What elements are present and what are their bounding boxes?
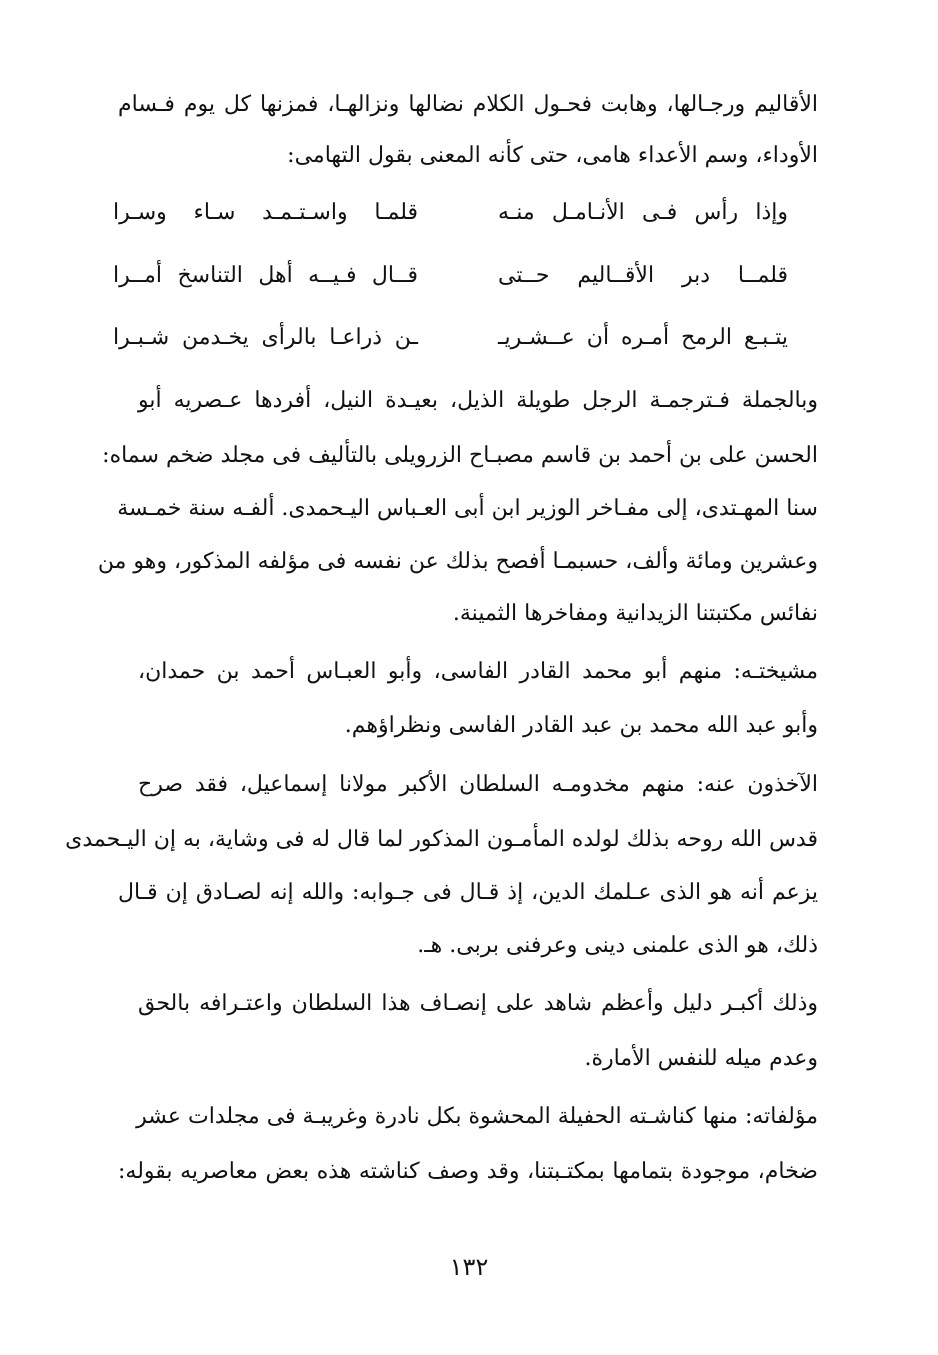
verse-second-hemistich: قلمـا واسـتـمـد سـاء وسـرا <box>113 200 418 225</box>
text-line: الآخذون عنه: منهم مخدومـه السلطان الأكبر مولانا إسماعيل، فقد صرح <box>138 772 818 797</box>
verse-first-hemistich: قلمــا دبر الأقــاليم حــتى <box>498 263 788 288</box>
text-line: وذلك أكبـر دليل وأعظم شاهد على إنصـاف هذا السلطان واعتـرافه بالحق <box>138 991 818 1016</box>
text-line: الحسن على بن أحمد بن قاسم مصبـاح الزرويلى بالتأليف فى مجلد ضخم سماه: <box>102 443 818 468</box>
verse-first-hemistich: يتـبـع الرمح أمـره أن عــشـريـ <box>498 325 788 350</box>
verse-second-hemistich: ـن ذراعـا بالرأى يخـدمن شـبـرا <box>113 325 418 350</box>
text-line: وعشرين ومائة وألف، حسبمـا أفصح بذلك عن نفسه فى مؤلفه المذكور، وهو من <box>97 549 818 574</box>
text-line: وبالجملة فـترجمـة الرجل طويلة الذيل، بعيـدة النيل، أفردها عـصريه أبو <box>138 388 818 413</box>
text-line: الأوداء، وسم الأعداء هامى، حتى كأنه المعنى بقول التهامى: <box>287 143 818 168</box>
verse-first-hemistich: وإذا رأس فـى الأنـامـل منـه <box>498 200 788 225</box>
text-line: وعدم ميله للنفس الأمارة. <box>584 1046 818 1071</box>
text-line: الأقاليم ورجـالها، وهابت فحـول الكلام نضالها ونزالهـا، فمزنها كل يوم فـسام <box>118 92 818 117</box>
text-line: سنا المهـتدى، إلى مفـاخر الوزير ابن أبى العـباس اليـحمدى. ألفـه سنة خمـسة <box>117 496 818 521</box>
text-line: يزعم أنه هو الذى عـلمك الدين، إذ قـال فى جـوابه: والله إنه لصـادق إن قـال <box>118 880 818 905</box>
text-line: ذلك، هو الذى علمنى دينى وعرفنى بربى. هـ. <box>417 933 818 958</box>
text-line: ضخام، موجودة بتمامها بمكتـبتنا، وقد وصف كناشته هذه بعض معاصريه بقوله: <box>118 1159 818 1184</box>
text-line: مؤلفاته: منها كناشـته الحفيلة المحشوة بكل نادرة وغريبـة فى مجلدات عشر <box>136 1104 818 1129</box>
page-number: ١٣٢ <box>449 1253 489 1281</box>
text-line: مشيختـه: منهم أبو محمد القادر الفاسى، وأبو العبـاس أحمد بن حمدان، <box>138 659 818 684</box>
text-line: وأبو عبد الله محمد بن عبد القادر الفاسى ونظراؤهم. <box>344 713 818 738</box>
text-line: نفائس مكتبتنا الزيدانية ومفاخرها الثمينة. <box>452 601 818 626</box>
verse-second-hemistich: قــال فـيــه أهل التناسخ أمــرا <box>113 263 418 288</box>
text-line: قدس الله روحه بذلك لولده المأمـون المذكور لما قال له فى وشاية، به إن اليـحمدى <box>65 827 818 852</box>
